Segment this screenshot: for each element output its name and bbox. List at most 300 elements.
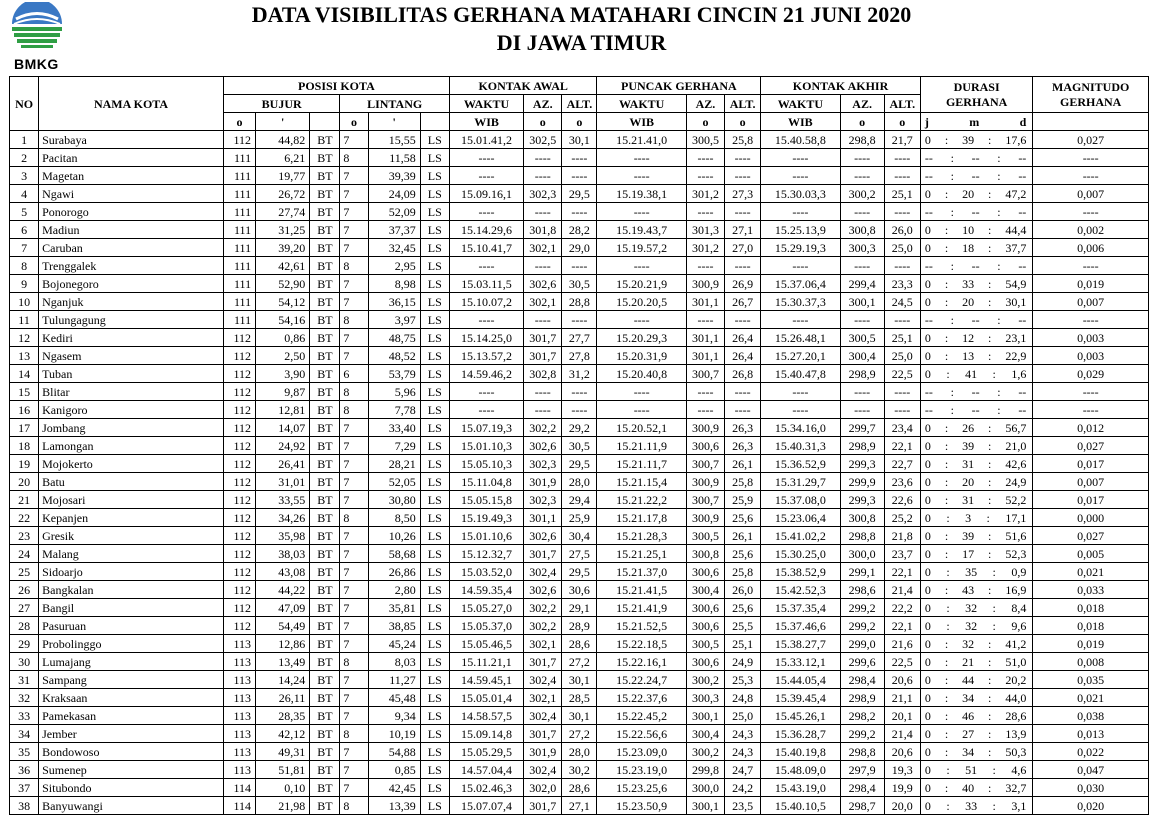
table-row bbox=[10, 491, 1149, 509]
cell-kw: 15.37.08,0 bbox=[761, 491, 840, 509]
cell-aw: 15.19.49,3 bbox=[449, 509, 523, 527]
cell-durasi bbox=[920, 581, 1032, 599]
cell-lm: 54,88 bbox=[368, 743, 420, 761]
cell-palt: ---- bbox=[725, 401, 761, 419]
cell-dm: 35 bbox=[965, 564, 978, 579]
cell-lm: 3,97 bbox=[368, 311, 420, 329]
durasi-separator: : bbox=[988, 672, 992, 687]
cell-kota: Ngawi bbox=[39, 185, 224, 203]
cell-kaz: 298,6 bbox=[840, 581, 884, 599]
cell-bm: 26,11 bbox=[256, 689, 310, 707]
cell-aalt: 30,5 bbox=[562, 275, 597, 293]
cell-bh: BT bbox=[310, 275, 340, 293]
cell-no: 27 bbox=[10, 599, 39, 617]
cell-paz: ---- bbox=[686, 203, 724, 221]
cell-pw: 15.20.40,8 bbox=[597, 365, 686, 383]
cell-kaz: 300,3 bbox=[840, 239, 884, 257]
cell-mag: 0,003 bbox=[1033, 347, 1149, 365]
durasi-separator: : bbox=[944, 294, 949, 309]
cell-aalt: 25,9 bbox=[562, 509, 597, 527]
cell-paz: 300,5 bbox=[686, 131, 724, 149]
cell-lm: 9,34 bbox=[368, 707, 420, 725]
table-row bbox=[10, 581, 1149, 599]
durasi-separator: : bbox=[988, 546, 992, 561]
cell-aw: 14.59.45,1 bbox=[449, 671, 523, 689]
table-row bbox=[10, 131, 1149, 149]
cell-dm: -- bbox=[971, 168, 980, 183]
cell-aw: 14.58.57,5 bbox=[449, 707, 523, 725]
cell-aw: 15.05.01,4 bbox=[449, 689, 523, 707]
cell-bm: 19,77 bbox=[256, 167, 310, 185]
cell-ld: 7 bbox=[340, 473, 368, 491]
cell-kaz: 299,2 bbox=[840, 617, 884, 635]
cell-mag: 0,029 bbox=[1033, 365, 1149, 383]
cell-kw: 15.30.37,3 bbox=[761, 293, 840, 311]
durasi-separator: : bbox=[988, 690, 992, 705]
cell-durasi bbox=[920, 419, 1032, 437]
cell-paz: 300,2 bbox=[686, 743, 724, 761]
cell-lm: 5,96 bbox=[368, 383, 420, 401]
durasi-separator: : bbox=[944, 186, 949, 201]
cell-no: 36 bbox=[10, 761, 39, 779]
cell-lm: 13,39 bbox=[368, 797, 420, 815]
durasi-separator: : bbox=[988, 474, 992, 489]
col-puncak-waktu: WAKTU bbox=[597, 95, 686, 113]
cell-bh: BT bbox=[310, 509, 340, 527]
cell-aw: 15.05.46,5 bbox=[449, 635, 523, 653]
cell-kalt: ---- bbox=[884, 167, 920, 185]
unit-puncak-wib: WIB bbox=[597, 113, 686, 131]
cell-dd: 41,2 bbox=[1005, 636, 1027, 651]
cell-lm: 7,78 bbox=[368, 401, 420, 419]
cell-paz: 300,6 bbox=[686, 653, 724, 671]
cell-bd: 111 bbox=[223, 167, 255, 185]
cell-pw: ---- bbox=[597, 167, 686, 185]
cell-aaz: 302,4 bbox=[524, 563, 562, 581]
cell-no: 6 bbox=[10, 221, 39, 239]
cell-bh: BT bbox=[310, 437, 340, 455]
cell-kw: 15.41.02,2 bbox=[761, 527, 840, 545]
col-akhir-az: AZ. bbox=[840, 95, 884, 113]
cell-ld: 7 bbox=[340, 347, 368, 365]
cell-aaz: ---- bbox=[524, 401, 562, 419]
cell-dj: 0 bbox=[924, 762, 931, 777]
cell-aaz: 301,1 bbox=[524, 509, 562, 527]
cell-kota: Sumenep bbox=[39, 761, 224, 779]
cell-aw: 15.05.15,8 bbox=[449, 491, 523, 509]
cell-paz: 300,0 bbox=[686, 779, 724, 797]
cell-kalt: ---- bbox=[884, 383, 920, 401]
unit-durasi-j: j bbox=[924, 114, 929, 129]
cell-dd: -- bbox=[1018, 168, 1027, 183]
cell-bh: BT bbox=[310, 239, 340, 257]
cell-durasi bbox=[920, 725, 1032, 743]
unit-puncak-az: o bbox=[686, 113, 724, 131]
cell-paz: 300,4 bbox=[686, 725, 724, 743]
cell-kw: 15.25.13,9 bbox=[761, 221, 840, 239]
durasi-separator: : bbox=[944, 420, 949, 435]
cell-pw: 15.19.43,7 bbox=[597, 221, 686, 239]
cell-bd: 111 bbox=[223, 311, 255, 329]
cell-bh: BT bbox=[310, 581, 340, 599]
col-durasi bbox=[920, 77, 1032, 113]
cell-mag: ---- bbox=[1033, 257, 1149, 275]
cell-aalt: 30,1 bbox=[562, 131, 597, 149]
cell-kalt: 21,4 bbox=[884, 581, 920, 599]
cell-kalt: 19,3 bbox=[884, 761, 920, 779]
cell-dd: 4,6 bbox=[1011, 762, 1027, 777]
cell-bh: BT bbox=[310, 725, 340, 743]
durasi-line1: DURASI bbox=[953, 79, 1000, 94]
cell-bh: BT bbox=[310, 743, 340, 761]
cell-pw: 15.19.38,1 bbox=[597, 185, 686, 203]
cell-paz: 300,5 bbox=[686, 635, 724, 653]
cell-dd: 52,2 bbox=[1005, 492, 1027, 507]
cell-dd: 1,6 bbox=[1011, 366, 1027, 381]
cell-bd: 112 bbox=[223, 401, 255, 419]
cell-kaz: 298,4 bbox=[840, 779, 884, 797]
cell-bh: BT bbox=[310, 401, 340, 419]
cell-lh: LS bbox=[420, 545, 449, 563]
cell-lh: LS bbox=[420, 419, 449, 437]
cell-bd: 112 bbox=[223, 347, 255, 365]
cell-paz: 300,6 bbox=[686, 437, 724, 455]
unit-lintang-min: ' bbox=[368, 113, 420, 131]
cell-dd: 50,3 bbox=[1005, 744, 1027, 759]
table-row bbox=[10, 419, 1149, 437]
cell-dd: 23,1 bbox=[1005, 330, 1027, 345]
cell-aalt: 30,5 bbox=[562, 437, 597, 455]
cell-lh: LS bbox=[420, 707, 449, 725]
table-row bbox=[10, 437, 1149, 455]
unit-akhir-wib: WIB bbox=[761, 113, 840, 131]
cell-kaz: 297,9 bbox=[840, 761, 884, 779]
cell-kw: 15.33.12,1 bbox=[761, 653, 840, 671]
cell-mag: 0,008 bbox=[1033, 653, 1149, 671]
cell-dj: 0 bbox=[924, 132, 931, 147]
cell-bd: 112 bbox=[223, 617, 255, 635]
cell-kaz: 299,6 bbox=[840, 653, 884, 671]
cell-kaz: 299,0 bbox=[840, 635, 884, 653]
cell-kota: Kepanjen bbox=[39, 509, 224, 527]
unit-awal-wib: WIB bbox=[449, 113, 523, 131]
cell-aaz: 302,8 bbox=[524, 365, 562, 383]
col-awal-waktu: WAKTU bbox=[449, 95, 523, 113]
cell-kaz: ---- bbox=[840, 257, 884, 275]
col-akhir-alt: ALT. bbox=[884, 95, 920, 113]
cell-mag: ---- bbox=[1033, 149, 1149, 167]
cell-dj: 0 bbox=[924, 348, 931, 363]
cell-dj: -- bbox=[924, 258, 933, 273]
cell-palt: ---- bbox=[725, 167, 761, 185]
cell-mag: 0,020 bbox=[1033, 797, 1149, 815]
cell-dm: 3 bbox=[965, 510, 972, 525]
cell-bd: 112 bbox=[223, 455, 255, 473]
cell-lm: 58,68 bbox=[368, 545, 420, 563]
cell-dm: 18 bbox=[962, 240, 975, 255]
cell-dd: 17,6 bbox=[1005, 132, 1027, 147]
cell-bd: 113 bbox=[223, 725, 255, 743]
table-row bbox=[10, 347, 1149, 365]
durasi-separator: : bbox=[944, 240, 949, 255]
cell-dd: 16,9 bbox=[1005, 582, 1027, 597]
cell-bd: 111 bbox=[223, 293, 255, 311]
cell-bh: BT bbox=[310, 599, 340, 617]
cell-palt: 25,3 bbox=[725, 671, 761, 689]
cell-kaz: 300,4 bbox=[840, 347, 884, 365]
cell-bh: BT bbox=[310, 545, 340, 563]
cell-ld: 8 bbox=[340, 653, 368, 671]
cell-lh: LS bbox=[420, 689, 449, 707]
cell-bd: 112 bbox=[223, 563, 255, 581]
cell-aw: ---- bbox=[449, 383, 523, 401]
cell-lh: LS bbox=[420, 725, 449, 743]
cell-mag: 0,027 bbox=[1033, 437, 1149, 455]
cell-mag: 0,007 bbox=[1033, 473, 1149, 491]
cell-lh: LS bbox=[420, 329, 449, 347]
cell-lm: 45,24 bbox=[368, 635, 420, 653]
cell-pw: 15.20.21,9 bbox=[597, 275, 686, 293]
cell-aaz: 301,7 bbox=[524, 725, 562, 743]
durasi-separator: : bbox=[988, 222, 992, 237]
cell-ld: 8 bbox=[340, 401, 368, 419]
durasi-separator: : bbox=[992, 366, 996, 381]
cell-dj: 0 bbox=[924, 456, 931, 471]
cell-durasi bbox=[920, 239, 1032, 257]
cell-no: 34 bbox=[10, 725, 39, 743]
durasi-separator: : bbox=[997, 150, 1001, 165]
cell-lh: LS bbox=[420, 149, 449, 167]
durasi-separator: : bbox=[992, 564, 996, 579]
cell-dm: 32 bbox=[965, 600, 978, 615]
cell-dm: 31 bbox=[962, 456, 975, 471]
cell-kalt: 23,3 bbox=[884, 275, 920, 293]
cell-aaz: 302,2 bbox=[524, 599, 562, 617]
cell-kalt: 22,2 bbox=[884, 599, 920, 617]
cell-palt: 25,6 bbox=[725, 599, 761, 617]
cell-bh: BT bbox=[310, 167, 340, 185]
col-kontak-awal: KONTAK AWAL bbox=[449, 77, 597, 95]
cell-mag: ---- bbox=[1033, 401, 1149, 419]
cell-dj: 0 bbox=[924, 366, 931, 381]
cell-paz: 300,1 bbox=[686, 707, 724, 725]
cell-bh: BT bbox=[310, 653, 340, 671]
cell-kalt: 22,1 bbox=[884, 437, 920, 455]
cell-palt: ---- bbox=[725, 311, 761, 329]
cell-kota: Bondowoso bbox=[39, 743, 224, 761]
cell-aw: 15.12.32,7 bbox=[449, 545, 523, 563]
col-magnitudo bbox=[1033, 77, 1149, 113]
cell-dm: 20 bbox=[962, 474, 975, 489]
durasi-separator: : bbox=[988, 780, 992, 795]
cell-kaz: 298,8 bbox=[840, 527, 884, 545]
cell-kota: Madiun bbox=[39, 221, 224, 239]
cell-dm: 31 bbox=[962, 492, 975, 507]
cell-mag: 0,012 bbox=[1033, 419, 1149, 437]
cell-kalt: ---- bbox=[884, 401, 920, 419]
cell-dj: 0 bbox=[924, 240, 931, 255]
cell-kota: Magetan bbox=[39, 167, 224, 185]
cell-aalt: 27,7 bbox=[562, 329, 597, 347]
cell-kota: Kediri bbox=[39, 329, 224, 347]
cell-pw: 15.21.37,0 bbox=[597, 563, 686, 581]
cell-no: 23 bbox=[10, 527, 39, 545]
cell-paz: 300,7 bbox=[686, 365, 724, 383]
cell-kaz: 298,7 bbox=[840, 797, 884, 815]
cell-lm: 30,80 bbox=[368, 491, 420, 509]
cell-aaz: 302,6 bbox=[524, 275, 562, 293]
cell-pw: ---- bbox=[597, 203, 686, 221]
cell-kw: 15.45.26,1 bbox=[761, 707, 840, 725]
cell-kalt: 22,6 bbox=[884, 491, 920, 509]
cell-kw: ---- bbox=[761, 149, 840, 167]
cell-bh: BT bbox=[310, 797, 340, 815]
cell-mag: 0,007 bbox=[1033, 185, 1149, 203]
cell-aalt: ---- bbox=[562, 311, 597, 329]
durasi-separator: : bbox=[988, 186, 992, 201]
col-kontak-akhir: KONTAK AKHIR bbox=[761, 77, 921, 95]
cell-paz: 299,8 bbox=[686, 761, 724, 779]
table-row bbox=[10, 617, 1149, 635]
cell-palt: ---- bbox=[725, 203, 761, 221]
unit-awal-alt: o bbox=[562, 113, 597, 131]
cell-dd: -- bbox=[1018, 312, 1027, 327]
cell-dj: -- bbox=[924, 312, 933, 327]
cell-palt: 25,0 bbox=[725, 707, 761, 725]
col-puncak-az: AZ. bbox=[686, 95, 724, 113]
cell-paz: 300,9 bbox=[686, 509, 724, 527]
cell-aalt: 28,2 bbox=[562, 221, 597, 239]
cell-aaz: 302,4 bbox=[524, 671, 562, 689]
cell-kw: ---- bbox=[761, 311, 840, 329]
cell-no: 38 bbox=[10, 797, 39, 815]
cell-kalt: 22,7 bbox=[884, 455, 920, 473]
cell-ld: 7 bbox=[340, 527, 368, 545]
cell-palt: 24,3 bbox=[725, 725, 761, 743]
cell-bd: 112 bbox=[223, 581, 255, 599]
durasi-separator: : bbox=[988, 636, 992, 651]
cell-kota: Pamekasan bbox=[39, 707, 224, 725]
cell-aalt: 27,2 bbox=[562, 725, 597, 743]
cell-no: 24 bbox=[10, 545, 39, 563]
cell-durasi bbox=[920, 401, 1032, 419]
cell-kaz: 300,5 bbox=[840, 329, 884, 347]
table-row bbox=[10, 671, 1149, 689]
cell-paz: 301,1 bbox=[686, 293, 724, 311]
cell-mag: 0,027 bbox=[1033, 527, 1149, 545]
cell-dd: 0,9 bbox=[1011, 564, 1027, 579]
cell-aalt: 30,1 bbox=[562, 671, 597, 689]
cell-aw: 15.01.41,2 bbox=[449, 131, 523, 149]
table-row bbox=[10, 689, 1149, 707]
table-row bbox=[10, 707, 1149, 725]
cell-pw: 15.22.24,7 bbox=[597, 671, 686, 689]
cell-aalt: 29,0 bbox=[562, 239, 597, 257]
cell-kw: 15.40.19,8 bbox=[761, 743, 840, 761]
col-posisi-kota: POSISI KOTA bbox=[223, 77, 449, 95]
cell-kaz: 300,8 bbox=[840, 509, 884, 527]
cell-aalt: 27,5 bbox=[562, 545, 597, 563]
col-awal-alt: ALT. bbox=[562, 95, 597, 113]
cell-no: 21 bbox=[10, 491, 39, 509]
durasi-separator: : bbox=[986, 510, 990, 525]
cell-no: 13 bbox=[10, 347, 39, 365]
cell-dm: 43 bbox=[962, 582, 975, 597]
durasi-separator: : bbox=[944, 222, 949, 237]
cell-mag: 0,019 bbox=[1033, 635, 1149, 653]
cell-aalt: ---- bbox=[562, 383, 597, 401]
cell-lm: 36,15 bbox=[368, 293, 420, 311]
table-row bbox=[10, 149, 1149, 167]
cell-kw: ---- bbox=[761, 257, 840, 275]
durasi-separator: : bbox=[946, 600, 950, 615]
cell-kaz: 298,2 bbox=[840, 707, 884, 725]
cell-dd: 44,0 bbox=[1005, 690, 1027, 705]
unit-bujur-deg: o bbox=[223, 113, 255, 131]
cell-aalt: ---- bbox=[562, 167, 597, 185]
cell-pw: 15.21.52,5 bbox=[597, 617, 686, 635]
cell-kalt: 22,5 bbox=[884, 365, 920, 383]
cell-aaz: 302,6 bbox=[524, 581, 562, 599]
cell-kalt: 21,4 bbox=[884, 725, 920, 743]
cell-palt: ---- bbox=[725, 149, 761, 167]
cell-dm: 13 bbox=[962, 348, 975, 363]
cell-kalt: 23,7 bbox=[884, 545, 920, 563]
table-row bbox=[10, 401, 1149, 419]
cell-kw: 15.48.09,0 bbox=[761, 761, 840, 779]
cell-mag: 0,006 bbox=[1033, 239, 1149, 257]
durasi-separator: : bbox=[944, 672, 949, 687]
cell-bm: 21,98 bbox=[256, 797, 310, 815]
unit-durasi bbox=[920, 113, 1032, 131]
durasi-separator: : bbox=[944, 474, 949, 489]
cell-bh: BT bbox=[310, 635, 340, 653]
cell-dj: 0 bbox=[924, 798, 931, 813]
cell-dj: 0 bbox=[924, 708, 931, 723]
cell-aw: 15.09.14,8 bbox=[449, 725, 523, 743]
cell-pw: ---- bbox=[597, 257, 686, 275]
cell-dj: 0 bbox=[924, 744, 931, 759]
cell-palt: 26,1 bbox=[725, 455, 761, 473]
cell-lm: 7,29 bbox=[368, 437, 420, 455]
durasi-separator: : bbox=[950, 204, 954, 219]
cell-bd: 113 bbox=[223, 671, 255, 689]
cell-bd: 111 bbox=[223, 239, 255, 257]
cell-dm: -- bbox=[971, 402, 980, 417]
cell-lm: 10,26 bbox=[368, 527, 420, 545]
unit-akhir-alt: o bbox=[884, 113, 920, 131]
cell-kalt: 25,1 bbox=[884, 185, 920, 203]
cell-aaz: 302,5 bbox=[524, 131, 562, 149]
cell-kalt: 23,6 bbox=[884, 473, 920, 491]
cell-palt: 25,8 bbox=[725, 563, 761, 581]
cell-dj: 0 bbox=[924, 780, 931, 795]
col-akhir-waktu: WAKTU bbox=[761, 95, 840, 113]
durasi-separator: : bbox=[946, 366, 950, 381]
cell-ld: 7 bbox=[340, 779, 368, 797]
cell-ld: 8 bbox=[340, 797, 368, 815]
cell-bd: 113 bbox=[223, 635, 255, 653]
cell-aaz: 302,3 bbox=[524, 491, 562, 509]
durasi-separator: : bbox=[997, 384, 1001, 399]
unit-puncak-alt: o bbox=[725, 113, 761, 131]
cell-lh: LS bbox=[420, 779, 449, 797]
cell-bm: 31,25 bbox=[256, 221, 310, 239]
cell-durasi bbox=[920, 221, 1032, 239]
cell-aalt: 29,5 bbox=[562, 185, 597, 203]
cell-ld: 8 bbox=[340, 725, 368, 743]
cell-lh: LS bbox=[420, 635, 449, 653]
